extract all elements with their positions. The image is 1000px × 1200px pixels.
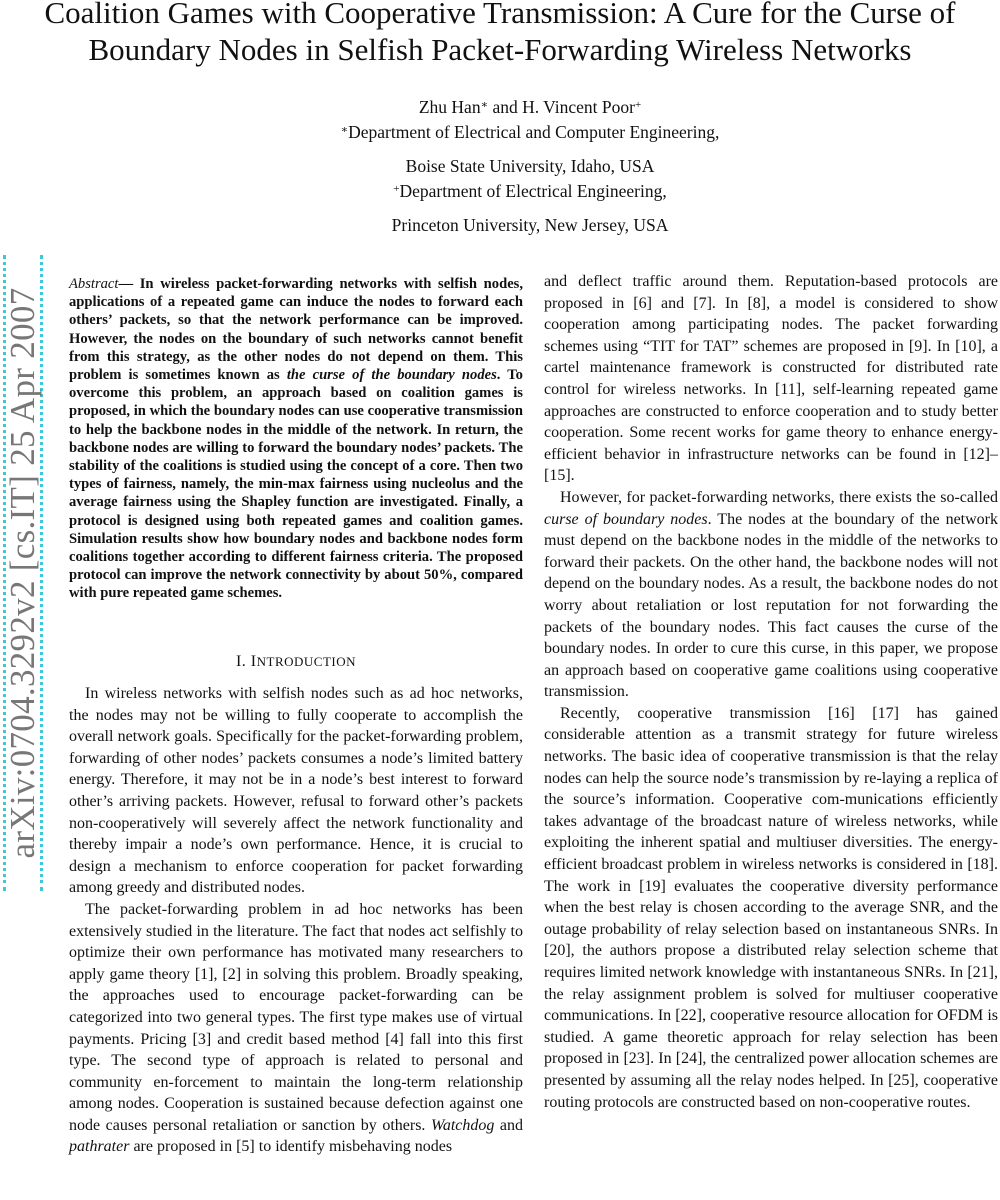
affiliation-univ: Princeton University, New Jersey, USA bbox=[391, 215, 669, 235]
paragraph bbox=[544, 487, 998, 703]
author-2: and H. Vincent Poor bbox=[488, 97, 635, 117]
paragraph bbox=[69, 899, 523, 1158]
text-run: — In wireless packet-forwarding networks with selfish nodes, applications of a repeated game can induce the nodes to forward each others’ packets, so that the network performance can be improved. However, the nodes on the boundary of such networks cannot benefit from this strategy, as the other nodes do not depend on them. This problem is sometimes known as bbox=[69, 276, 523, 384]
abstract-label: Abstract bbox=[69, 276, 119, 292]
text-run: Recently, cooperative transmission [16] [17] has gained considerable attention as a transmit strategy for future wireless networks. The basic idea of cooperative transmission is that the relay nodes can help the source node’s transmission by re-laying a replica of the source’s information. Cooperative com-munications efficiently takes advantage of the broadcast nature of wireless networks, while exploiting the inherent spatial and multiuser diversities. The energy-efficient broadcast problem in wireless networks is considered in [18]. The work in [19] evaluates the cooperative diversity performance when the best relay is chosen according to the average SNR, and the outage probability of relay selection based on instantaneous SNRs. In [20], the authors propose a distributed relay selection scheme that requires limited network knowledge with instantaneous SNRs. In [21], the relay assignment problem is solved for multiuser cooperative communications. In [22], cooperative resource allocation for OFDM is studied. A game theoretic approach for relay selection has been proposed in [23]. In [24], the centralized power allocation schemes are presented by assuming all the relay nodes helped. In [25], cooperative routing protocols are constructed based on non-cooperative routes. bbox=[544, 704, 998, 1111]
affiliation-univ: Boise State University, Idaho, USA bbox=[405, 156, 655, 176]
affiliation-mark: ∗ bbox=[340, 124, 349, 136]
title-line: Boundary Nodes in Selfish Packet-Forwarding Wireless Networks bbox=[88, 32, 912, 67]
section-heading bbox=[69, 653, 523, 671]
author-1: Zhu Han bbox=[418, 97, 481, 117]
author-mark: ∗ bbox=[480, 99, 489, 111]
paragraph bbox=[544, 271, 998, 487]
affiliation-dept bbox=[0, 120, 1000, 145]
paragraph bbox=[69, 683, 523, 899]
left-column-body bbox=[69, 683, 523, 1158]
section-number: I. bbox=[235, 653, 251, 670]
right-column-body bbox=[544, 271, 998, 1113]
emphasized-text: Watchdog bbox=[430, 1116, 495, 1134]
emphasized-text: pathrater bbox=[69, 1138, 130, 1156]
abstract bbox=[69, 275, 523, 603]
affiliation-dept bbox=[0, 179, 1000, 204]
text-run: However, for packet-forwarding networks, there exists the so-called bbox=[560, 488, 998, 506]
section-title-initial: I bbox=[250, 653, 257, 670]
text-run: and deflect traffic around them. Reputation-based protocols are proposed in [6] and [7]. In [8], a model is considered to show cooperation among participating nodes. The packet forwarding schemes using “TIT for TAT” schemes are proposed in [9]. In [10], a cartel maintenance framework is constructed for distributed rate control for wireless networks. In [11], self-learning repeated game approaches are constructed to enforce cooperation and to study better cooperation. Some recent works for game theory to enhance energy-efficient behavior in infrastructure networks can be found in [12]–[15]. bbox=[544, 273, 998, 485]
arxiv-stamp-text: arXiv:0704.3292v2 [cs.IT] 25 Apr 2007 bbox=[3, 287, 42, 859]
author-names bbox=[0, 95, 1000, 120]
text-run: In wireless networks with selfish nodes such as ad hoc networks, the nodes may not be willing to fully cooperate to accomplish the overall network goals. Specifically for the packet-forwarding problem, forwarding of other nodes’ packets consumes a node’s limited battery energy. Therefore, it may not be in a node’s best interest to forward other’s arriving packets. However, refusal to forward other’s packets non-cooperatively will severely affect the network functionality and thereby impair a node’s own performance. Hence, it is crucial to design a mechanism to enforce cooperation for packet forwarding among greedy and distributed nodes. bbox=[69, 685, 523, 897]
text-run: The packet-forwarding problem in ad hoc networks has been extensively studied in the literature. The fact that nodes act selfishly to optimize their own performance has motivated many researchers to apply game theory [1], [2] in solving this problem. Broadly speaking, the approaches used to encourage packet-forwarding can be categorized into two general types. The first type makes use of virtual payments. Pricing [3] and credit based method [4] fall into this first type. The second type of approach is related to personal and community en-forcement to maintain the long-term relationship among nodes. Cooperation is sustained because defection against one node causes personal retaliation or sanction by others. bbox=[69, 900, 523, 1134]
text-run: . To overcome this problem, an approach based on coalition games is proposed, in which the boundary nodes can use cooperative transmission to help the backbone nodes in the middle of the network. In return, the backbone nodes are willing to forward the boundary nodes’ packets. The stability of the coalitions is studied using the concept of a core. Then two types of fairness, namely, the min-max fairness using nucleolus and the average fairness using the Shapley function are investigated. Finally, a protocol is designed using both repeated games and coalition games. Simulation results show how boundary nodes and backbone nodes form coalitions together according to different fairness criteria. The proposed protocol can improve the network connectivity by about 50%, compared with pure repeated game schemes. bbox=[69, 367, 523, 602]
paragraph bbox=[544, 703, 998, 1113]
title-line: Coalition Games with Cooperative Transmission: A Cure for the Curse of bbox=[44, 0, 956, 30]
emphasized-text: curse of boundary nodes bbox=[544, 510, 708, 528]
affiliation-text: Department of Electrical and Computer Engineering, bbox=[348, 122, 720, 142]
section-title-rest: NTRODUCTION bbox=[256, 654, 357, 669]
text-run: . The nodes at the boundary of the network must depend on the backbone nodes in the middle of the networks to forward their packets. On the other hand, the backbone nodes will not depend on the boundary nodes. As a result, the backbone nodes do not worry about retaliation or lost reputation for not forwarding the packets of the boundary nodes. This fact causes the curse of the boundary nodes. In order to cure this curse, in this paper, we propose an approach based on cooperative game coalitions using cooperative transmission. bbox=[544, 510, 998, 701]
text-run: are proposed in [5] to identify misbehaving nodes bbox=[129, 1138, 453, 1156]
text-run: and bbox=[494, 1116, 523, 1134]
paper-title bbox=[0, 0, 1000, 68]
affiliation-text: Department of Electrical Engineering, bbox=[399, 181, 667, 201]
emphasized-text: the curse of the boundary nodes bbox=[286, 367, 497, 384]
author-mark: + bbox=[634, 99, 642, 111]
author-block bbox=[0, 95, 1000, 238]
affiliation-mark: + bbox=[393, 183, 400, 195]
arxiv-stamp bbox=[3, 255, 43, 891]
